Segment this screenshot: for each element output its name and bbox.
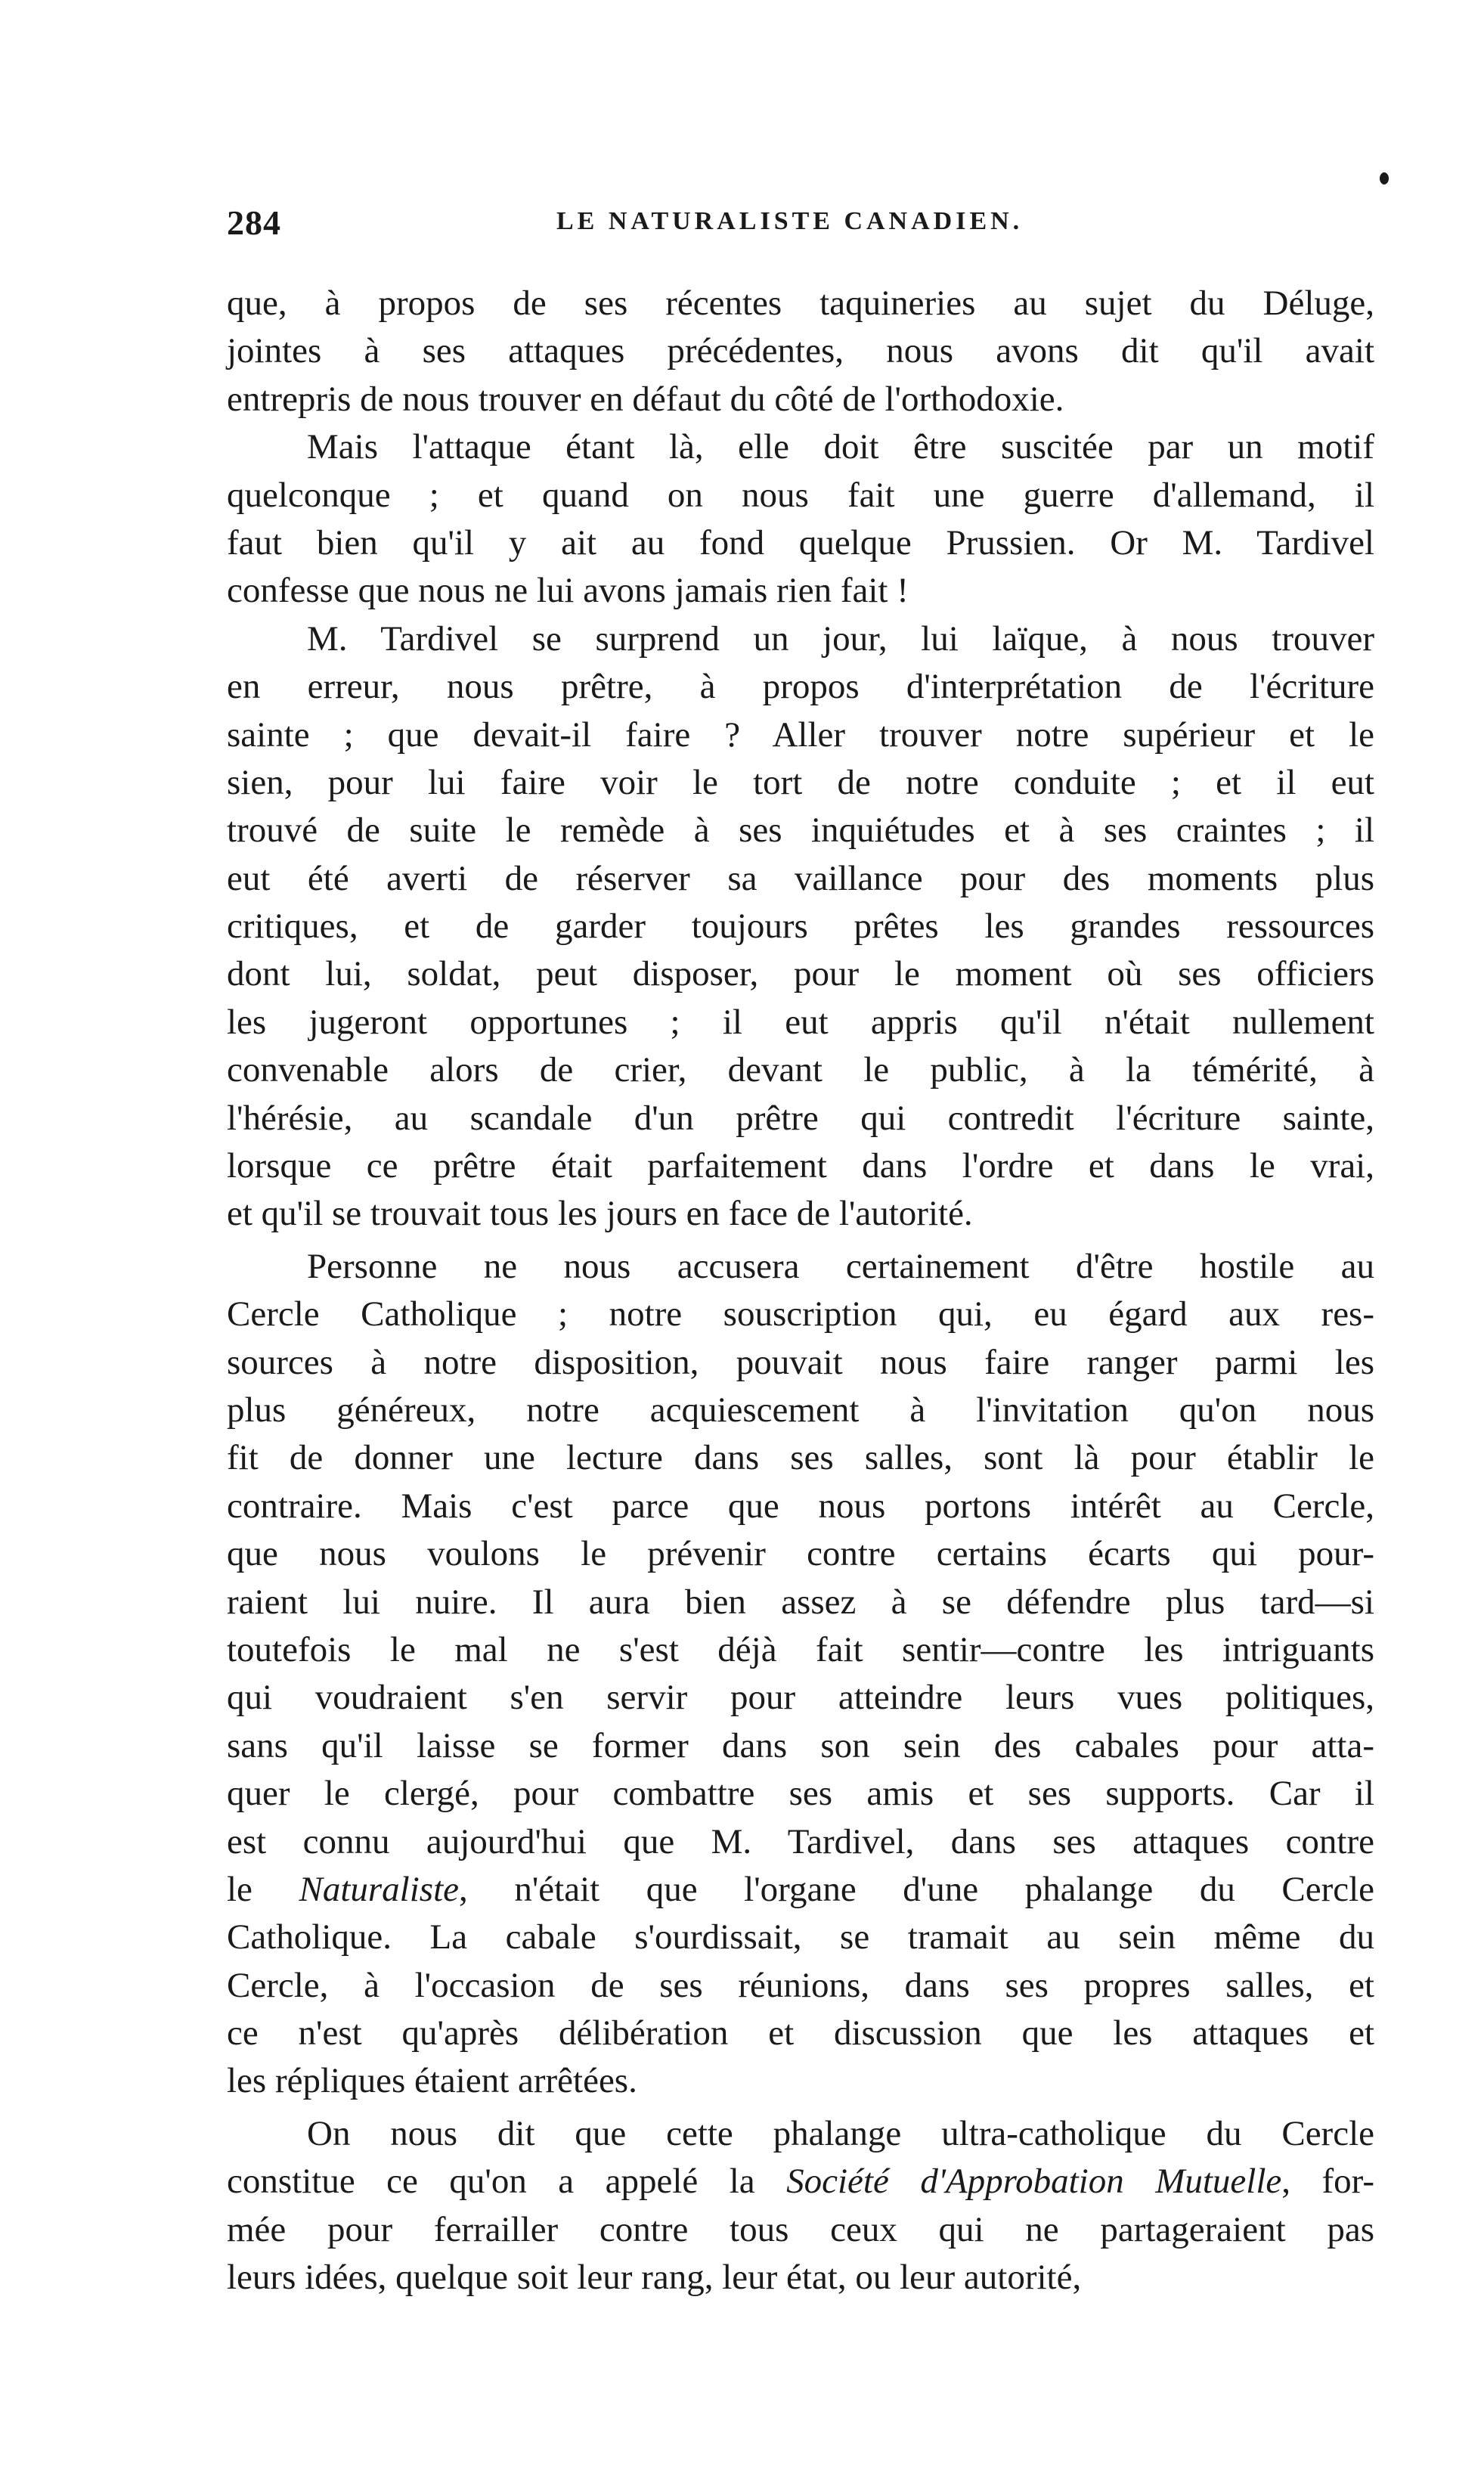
text-line: fit de donner une lecture dans ses salles, sont là pour établir le (227, 1438, 1374, 1478)
text-segment: le (227, 1869, 299, 1909)
text-line: en erreur, nous prêtre, à propos d'interprétation de l'écriture (227, 667, 1374, 707)
text-line (227, 1866, 1374, 1914)
text-line: convenable alors de crier, devant le public, à la témérité, à (227, 1050, 1374, 1090)
text-line: les répliques étaient arrêtées. (227, 2061, 637, 2101)
text-line: et qu'il se trouvait tous les jours en face de l'autorité. (227, 1194, 973, 1234)
text-segment: , n'était que l'organe d'une phalange du Cercle (459, 1869, 1375, 1909)
text-line: faut bien qu'il y ait au fond quelque Prussien. Or M. Tardivel (227, 522, 1374, 563)
text-line: plus généreux, notre acquiescement à l'invitation qu'on nous (227, 1390, 1374, 1430)
text-line: ce n'est qu'après délibération et discussion que les attaques et (227, 2013, 1374, 2053)
italic-title: Naturaliste (299, 1869, 460, 1909)
text-line: l'hérésie, au scandale d'un prêtre qui contredit l'écriture sainte, (227, 1098, 1374, 1138)
text-line: On nous dit que cette phalange ultra-catholique du Cercle (307, 2113, 1374, 2153)
text-line (227, 2158, 1374, 2205)
text-line: Personne ne nous accusera certainement d'être hostile au (307, 1246, 1374, 1286)
text-segment: constitue ce qu'on a appelé la (227, 2162, 787, 2202)
ink-dot (1380, 172, 1389, 184)
text-line: confesse que nous ne lui avons jamais rien fait ! (227, 571, 909, 611)
text-line: contraire. Mais c'est parce que nous portons intérêt au Cercle, (227, 1486, 1374, 1526)
text-segment: , for- (1281, 2162, 1375, 2202)
text-line: Cercle Catholique ; notre souscription qui, eu égard aux res- (227, 1294, 1374, 1334)
text-line: eut été averti de réserver sa vaillance pour des moments plus (227, 858, 1374, 898)
italic-title: Société d'Approbation Mutuelle (786, 2162, 1282, 2202)
text-line: sainte ; que devait-il faire ? Aller trouver notre supérieur et le (227, 714, 1374, 755)
text-line: critiques, et de garder toujours prêtes les grandes ressources (227, 907, 1374, 947)
text-line: entrepris de nous trouver en défaut du côté de l'orthodoxie. (227, 379, 1064, 419)
text-line: leurs idées, quelque soit leur rang, leur état, ou leur autorité, (227, 2258, 1082, 2298)
text-line: est connu aujourd'hui que M. Tardivel, dans ses attaques contre (227, 1821, 1374, 1861)
text-line: jointes à ses attaques précédentes, nous avons dit qu'il avait (227, 331, 1374, 371)
text-line: sien, pour lui faire voir le tort de notre conduite ; et il eut (227, 762, 1374, 802)
text-line: sources à notre disposition, pouvait nous faire ranger parmi les (227, 1342, 1374, 1382)
text-line: M. Tardivel se surprend un jour, lui laïque, à nous trouver (307, 618, 1374, 659)
text-line: Mais l'attaque étant là, elle doit être suscitée par un motif (307, 427, 1374, 467)
text-line: lorsque ce prêtre était parfaitement dans l'ordre et dans le vrai, (227, 1146, 1374, 1186)
text-line: Cercle, à l'occasion de ses réunions, dans ses propres salles, et (227, 1965, 1374, 2005)
text-line: quer le clergé, pour combattre ses amis et ses supports. Car il (227, 1774, 1374, 1814)
body-text (227, 280, 1374, 2301)
text-line: toutefois le mal ne s'est déjà fait sentir—contre les intriguants (227, 1629, 1374, 1669)
text-line: dont lui, soldat, peut disposer, pour le moment où ses officiers (227, 954, 1374, 994)
text-line: trouvé de suite le remède à ses inquiétudes et à ses craintes ; il (227, 811, 1374, 851)
page-number: 284 (227, 203, 281, 242)
text-line: qui voudraient s'en servir pour atteindre leurs vues politiques, (227, 1678, 1374, 1718)
text-line: raient lui nuire. Il aura bien assez à se défendre plus tard—si (227, 1582, 1374, 1622)
text-line: mée pour ferrailler contre tous ceux qui ne partageraient pas (227, 2209, 1374, 2249)
running-title: LE NATURALISTE CANADIEN. (556, 207, 1024, 235)
text-line: Catholique. La cabale s'ourdissait, se tramait au sein même du (227, 1917, 1374, 1957)
text-line: que nous voulons le prévenir contre certains écarts qui pour- (227, 1534, 1374, 1574)
text-line: que, à propos de ses récentes taquineries au sujet du Déluge, (227, 284, 1374, 323)
page-header (227, 203, 1391, 256)
text-line: sans qu'il laisse se former dans son sein des cabales pour atta- (227, 1725, 1374, 1765)
text-line: les jugeront opportunes ; il eut appris qu'il n'était nullement (227, 1002, 1374, 1042)
text-line: quelconque ; et quand on nous fait une guerre d'allemand, il (227, 475, 1374, 515)
